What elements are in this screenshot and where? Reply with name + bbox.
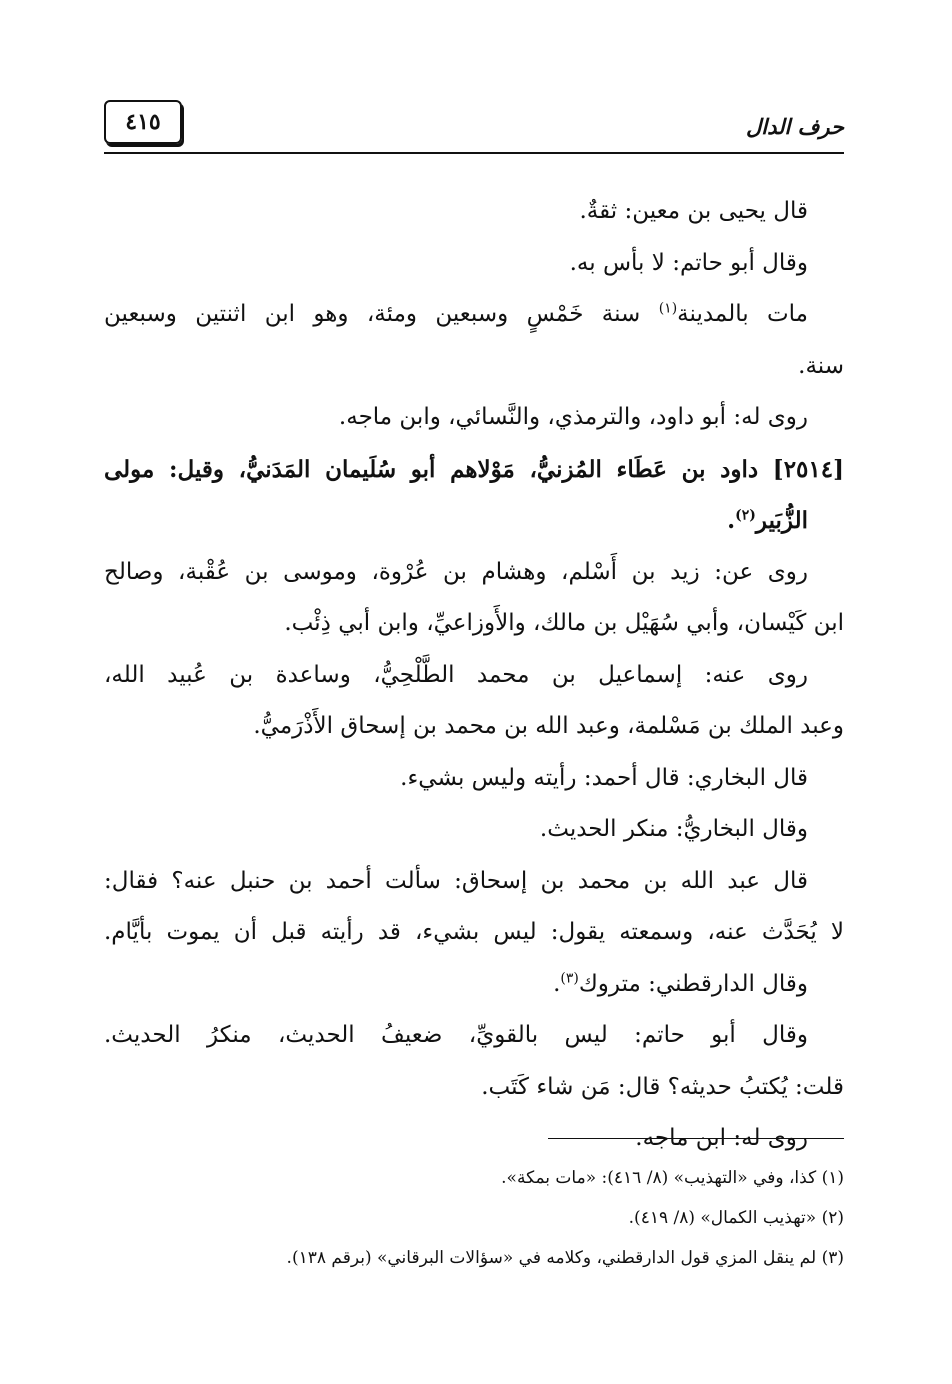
text-line: [104, 959, 844, 1011]
text-line: قال البخاري: قال أحمد: رأيته وليس بشيء.: [400, 764, 808, 791]
text-segment: مات بالمدينة: [677, 301, 808, 327]
text-segment: سنة خَمْسٍ وسبعين ومئة، وهو ابن اثنتين وسبعين: [104, 301, 659, 327]
text-line: [104, 289, 844, 341]
text-line: سنة.: [798, 352, 844, 379]
text-line: لا يُحَدَّث عنه، وسمعته يقول: ليس بشيء، قد رأيته قبل أن يموت بأيَّام.: [104, 919, 844, 945]
text-segment: وقال الدارقطني: متروك: [578, 970, 808, 997]
text-line: روى عنه: إسماعيل بن محمد الطَّلْحِيُّ، وساعدة بن عُبيد الله،: [104, 661, 808, 688]
text-line: قال يحيى بن معين: ثقةٌ.: [579, 198, 808, 224]
text-segment: الزُّبَير: [755, 507, 808, 534]
text-line: قال عبد الله بن محمد بن إسحاق: سألت أحمد بن حنبل عنه؟ فقال:: [104, 867, 808, 894]
footnote-divider: [548, 1138, 844, 1139]
footnote: (١) كذا، وفي «التهذيب» (٨/ ٤١٦): «مات بمكة».: [501, 1168, 844, 1188]
entry-heading: [٢٥١٤] داود بن عَطَاء المُزنيُّ، مَوْلاهم أبو سُلَيمان المَدَنيُّ، وقيل: مولى: [104, 455, 844, 483]
page-number: ٤١٥: [125, 109, 161, 135]
footnote: (٢) «تهذيب الكمال» (٨/ ٤١٩).: [628, 1208, 844, 1228]
chapter-title: حرف الدال: [746, 114, 844, 139]
text-segment: .: [727, 507, 736, 534]
entry-heading-continued: [104, 495, 844, 547]
page-number-box: [104, 100, 182, 144]
main-text: [104, 186, 844, 1165]
text-line: وعبد الملك بن مَسْلمة، وعبد الله بن محمد بن إسحاق الأَذْرَميُّ.: [253, 713, 844, 739]
footnote-marker: (٣): [560, 969, 579, 986]
footnotes: [104, 1158, 844, 1278]
text-line: روى له: أبو داود، والترمذي، والنَّسائي، وابن ماجه.: [338, 404, 808, 430]
text-line: ابن كَيْسان، وأبي سُهَيْل بن مالك، والأَوزاعيِّ، وابن أبي ذِئْب.: [284, 610, 844, 636]
text-line: وقال أبو حاتم: لا بأس به.: [569, 249, 808, 276]
page-header: [104, 96, 844, 156]
header-divider: [104, 152, 844, 154]
text-line: وقال البخاريُّ: منكر الحديث.: [539, 816, 808, 842]
text-line: وقال أبو حاتم: ليس بالقويِّ، ضعيفُ الحديث، منكرُ الحديث.: [104, 1022, 808, 1048]
text-line: روى عن: زيد بن أَسْلم، وهشام بن عُرْوة، وموسى بن عُقْبة، وصالح: [104, 558, 808, 585]
footnote: (٣) لم ينقل المزي قول الدارقطني، وكلامه في «سؤالات البرقاني» (برقم ١٣٨).: [286, 1248, 844, 1268]
text-line: قلت: يُكتبُ حديثه؟ قال: مَن شاء كَتَب.: [481, 1073, 844, 1100]
footnote-marker: (٢): [735, 507, 756, 524]
text-segment: .: [553, 970, 561, 997]
text-line: روى له: ابن ماجه.: [635, 1125, 808, 1151]
footnote-marker: (١): [658, 300, 678, 317]
